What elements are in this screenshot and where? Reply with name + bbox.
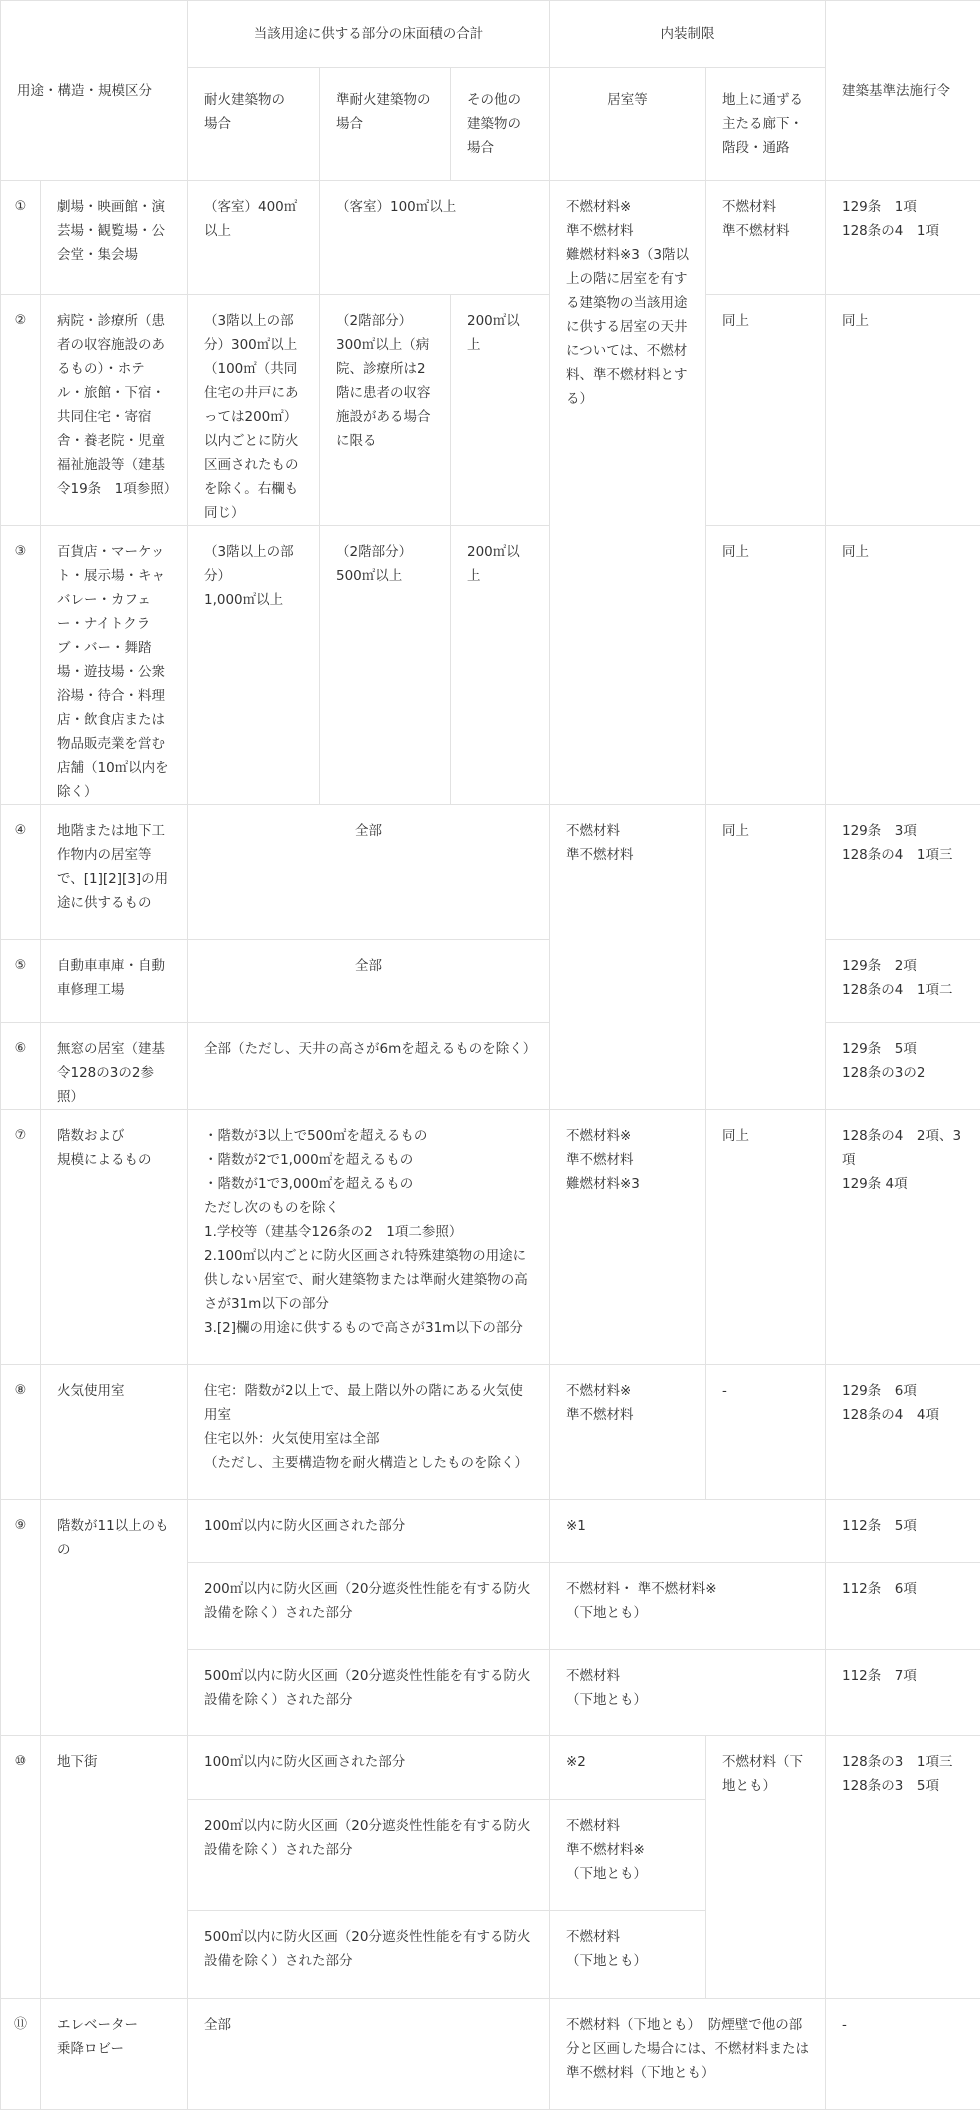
row-category: 自動車車庫・自動車修理工場 <box>41 940 188 1023</box>
cell-order: 129条 1項 128条の4 1項 <box>826 181 980 295</box>
table-row <box>1 1736 980 1800</box>
header-row-1 <box>1 1 980 68</box>
cell-living-rooms: 不燃材料※ 準不燃材料 難燃材料※3 <box>550 1110 706 1365</box>
row-category: 無窓の居室（建基令128の3の2参照） <box>41 1023 188 1110</box>
cell-living-rooms: 不燃材料 （下地とも） <box>550 1911 706 1999</box>
cell-area: 500㎡以内に防火区画（20分遮炎性性能を有する防火設備を除く）された部分 <box>188 1650 550 1736</box>
cell-order: 同上 <box>826 295 980 526</box>
header-category: 用途・構造・規模区分 <box>1 1 188 181</box>
cell-corridors: 同上 <box>706 526 826 805</box>
row-number: ⑧ <box>1 1365 41 1500</box>
table-row <box>1 805 980 940</box>
cell-other: 200㎡以上 <box>451 526 550 805</box>
header-enforcement-order: 建築基準法施行令 <box>826 1 980 181</box>
cell-order: 129条 2項 128条の4 1項二 <box>826 940 980 1023</box>
cell-area: 全部 <box>188 805 550 940</box>
cell-order: 112条 5項 <box>826 1500 980 1563</box>
row-category: 地階または地下工作物内の居室等で、[1][2][3]の用途に供するもの <box>41 805 188 940</box>
header-interior-restriction: 内装制限 <box>550 1 826 68</box>
row-number: ⑩ <box>1 1736 41 1999</box>
cell-fire-resistant: （3階以上の部分）300㎡以上（100㎡（共同住宅の井戸にあっては200㎡）以内ごとに防火区画されたものを除く。右欄も同じ） <box>188 295 320 526</box>
cell-area: 住宅：階数が2以上で、最上階以外の階にある火気使用室 住宅以外：火気使用室は全部 （ただし、主要構造物を耐火構造としたものを除く） <box>188 1365 550 1500</box>
cell-restriction: ※1 <box>550 1500 826 1563</box>
row-number: ⑥ <box>1 1023 41 1110</box>
cell-area: 100㎡以内に防火区画された部分 <box>188 1736 550 1800</box>
cell-area: 200㎡以内に防火区画（20分遮炎性性能を有する防火設備を除く）された部分 <box>188 1563 550 1650</box>
row-number: ② <box>1 295 41 526</box>
cell-restriction: 不燃材料（下地とも） 防煙壁で他の部分と区画した場合には、不燃材料または準不燃材料（下地とも） <box>550 1999 826 2110</box>
cell-other: 200㎡以上 <box>451 295 550 526</box>
cell-order: 同上 <box>826 526 980 805</box>
cell-order: 112条 6項 <box>826 1563 980 1650</box>
cell-restriction: 不燃材料・ 準不燃材料※ （下地とも） <box>550 1563 826 1650</box>
cell-living-rooms: 不燃材料 準不燃材料 <box>550 805 706 1110</box>
header-floor-area-total: 当該用途に供する部分の床面積の合計 <box>188 1 550 68</box>
table-row <box>1 295 980 526</box>
cell-corridors: 同上 <box>706 1110 826 1365</box>
row-category: 病院・診療所（患者の収容施設のあるもの）・ホテル・旅館・下宿・共同住宅・寄宿舎・養老院・児童福祉施設等（建基令19条 1項参照） <box>41 295 188 526</box>
row-category: 百貨店・マーケット・展示場・キャバレー・カフェー・ナイトクラブ・バー・舞踏場・遊技場・公衆浴場・待合・料理店・飲食店または物品販売業を営む店舗（10㎡以内を除く） <box>41 526 188 805</box>
cell-restriction: 不燃材料 （下地とも） <box>550 1650 826 1736</box>
row-number: ④ <box>1 805 41 940</box>
cell-area: 200㎡以内に防火区画（20分遮炎性性能を有する防火設備を除く）された部分 <box>188 1800 550 1911</box>
table-row <box>1 1365 980 1500</box>
row-category: 階数および 規模によるもの <box>41 1110 188 1365</box>
cell-area: ・階数が3以上で500㎡を超えるもの ・階数が2で1,000㎡を超えるもの ・階数が1で3,000㎡を超えるもの ただし次のものを除く 1.学校等（建基令126条の2 1項二参照） 2.100㎡以内ごとに防火区画され特殊建築物の用途に供しない居室で、耐火建築物または準耐火建築物の高さが31m以下の部分 3.[2]欄の用途に供するもので高さが31m以下の部分 <box>188 1110 550 1365</box>
row-category: 劇場・映画館・演芸場・観覧場・公会堂・集会場 <box>41 181 188 295</box>
table-row <box>1 526 980 805</box>
row-number: ① <box>1 181 41 295</box>
row-number: ⑪ <box>1 1999 41 2110</box>
row-number: ⑦ <box>1 1110 41 1365</box>
header-living-rooms: 居室等 <box>550 68 706 181</box>
cell-living-rooms: ※2 <box>550 1736 706 1800</box>
cell-order: 129条 3項 128条の4 1項三 <box>826 805 980 940</box>
table-row <box>1 1110 980 1365</box>
cell-area: 500㎡以内に防火区画（20分遮炎性性能を有する防火設備を除く）された部分 <box>188 1911 550 1999</box>
cell-area: 全部（ただし、天井の高さが6mを超えるものを除く） <box>188 1023 550 1110</box>
table-row <box>1 940 980 1023</box>
row-category: 火気使用室 <box>41 1365 188 1500</box>
header-corridors: 地上に通ずる 主たる廊下・ 階段・通路 <box>706 68 826 181</box>
row-category: エレベーター 乗降ロビー <box>41 1999 188 2110</box>
cell-order: 129条 5項 128条の3の2 <box>826 1023 980 1110</box>
cell-order: 112条 7項 <box>826 1650 980 1736</box>
row-number: ⑨ <box>1 1500 41 1736</box>
row-number: ③ <box>1 526 41 805</box>
table-row <box>1 1500 980 1563</box>
table-row <box>1 181 980 295</box>
header-semi-fire-resistant: 準耐火建築物の 場合 <box>320 68 451 181</box>
cell-corridors: 不燃材料（下地とも） <box>706 1736 826 1999</box>
cell-order: - <box>826 1999 980 2110</box>
cell-living-rooms: 不燃材料 準不燃材料※ （下地とも） <box>550 1800 706 1911</box>
cell-order: 129条 6項 128条の4 4項 <box>826 1365 980 1500</box>
cell-semi-fire-resistant: （2階部分） 500㎡以上 <box>320 526 451 805</box>
table-row <box>1 1023 980 1110</box>
cell-corridors: 不燃材料 準不燃材料 <box>706 181 826 295</box>
header-fire-resistant: 耐火建築物の 場合 <box>188 68 320 181</box>
cell-corridors: 同上 <box>706 295 826 526</box>
cell-area: 100㎡以内に防火区画された部分 <box>188 1500 550 1563</box>
cell-area: 全部 <box>188 940 550 1023</box>
cell-area: 全部 <box>188 1999 550 2110</box>
cell-order: 128条の4 2項、3項 129条 4項 <box>826 1110 980 1365</box>
cell-order: 128条の3 1項三 128条の3 5項 <box>826 1736 980 1999</box>
cell-corridors: 同上 <box>706 805 826 1110</box>
cell-semi-fire-resistant: （2階部分） 300㎡以上（病院、診療所は2階に患者の収容施設がある場合に限る <box>320 295 451 526</box>
cell-living-rooms: 不燃材料※ 準不燃材料 難燃材料※3（3階以上の階に居室を有する建築物の当該用途に供する居室の天井については、不燃材料、準不燃材料とする） <box>550 181 706 805</box>
row-number: ⑤ <box>1 940 41 1023</box>
row-category: 地下街 <box>41 1736 188 1999</box>
table-row <box>1 1999 980 2110</box>
cell-living-rooms: 不燃材料※ 準不燃材料 <box>550 1365 706 1500</box>
cell-fire-resistant: （3階以上の部分） 1,000㎡以上 <box>188 526 320 805</box>
cell-fire-resistant: （客室）400㎡ 以上 <box>188 181 320 295</box>
cell-corridors: - <box>706 1365 826 1500</box>
row-category: 階数が11以上のもの <box>41 1500 188 1736</box>
header-other-buildings: その他の 建築物の 場合 <box>451 68 550 181</box>
cell-semi-and-other: （客室）100㎡以上 <box>320 181 550 295</box>
